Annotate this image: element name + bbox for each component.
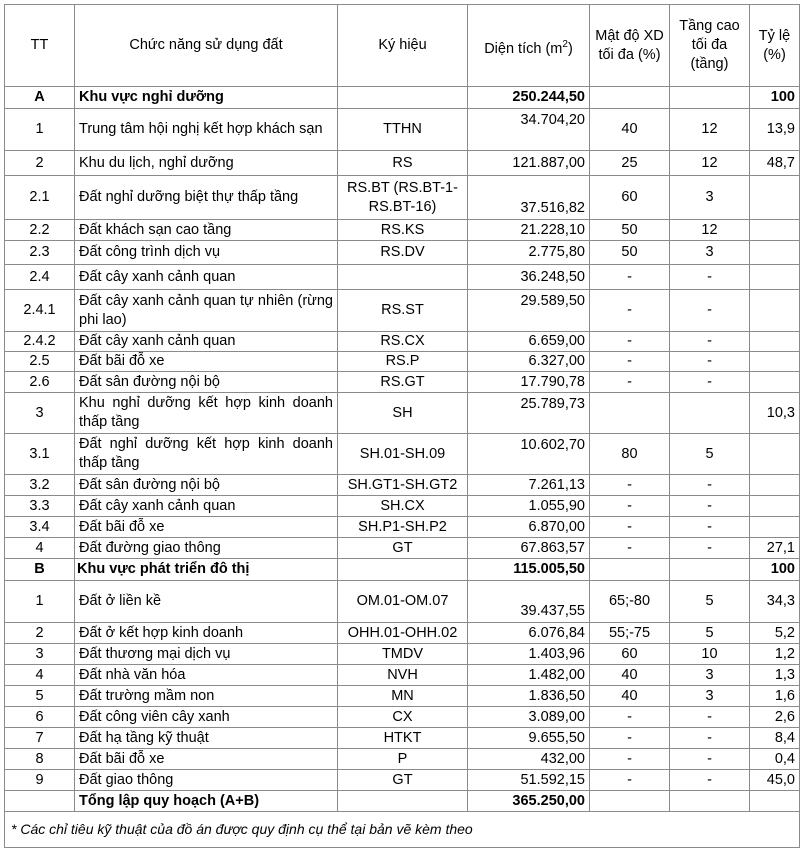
table-row: [5, 538, 800, 559]
cell-tt: 9: [5, 770, 75, 791]
cell-name: Đất giao thông: [75, 770, 338, 791]
cell-tt: 2: [5, 151, 75, 176]
table-row: [5, 220, 800, 241]
cell-floors: -: [670, 749, 750, 770]
cell-area: 39.437,55: [468, 581, 590, 623]
cell-floors: -: [670, 770, 750, 791]
table-row: [5, 151, 800, 176]
cell-floors: 10: [670, 644, 750, 665]
cell-name: Khu nghỉ dưỡng kết hợp kinh doanh thấp tầng: [75, 393, 338, 434]
cell-density: 50: [590, 241, 670, 265]
cell-name: Đất sân đường nội bộ: [75, 475, 338, 496]
cell-density: 55;-75: [590, 623, 670, 644]
cell-ratio: 10,3: [750, 393, 800, 434]
cell-density: -: [590, 728, 670, 749]
cell-area: 6.327,00: [468, 352, 590, 372]
cell-floors: -: [670, 265, 750, 290]
cell-floors: -: [670, 496, 750, 517]
cell-density: 60: [590, 644, 670, 665]
cell-density: [590, 559, 670, 581]
table-row: [5, 686, 800, 707]
table-row: [5, 749, 800, 770]
cell-floors: [670, 559, 750, 581]
cell-ratio: [750, 496, 800, 517]
cell-area: 365.250,00: [468, 791, 590, 812]
table-row: [5, 623, 800, 644]
cell-code: RS.P: [338, 352, 468, 372]
cell-density: -: [590, 372, 670, 393]
header-function: Chức năng sử dụng đất: [75, 5, 338, 87]
cell-area: 115.005,50: [468, 559, 590, 581]
cell-tt: 2.4.1: [5, 290, 75, 332]
cell-area: 51.592,15: [468, 770, 590, 791]
cell-floors: -: [670, 475, 750, 496]
cell-code: TTHN: [338, 109, 468, 151]
cell-tt: 2.6: [5, 372, 75, 393]
table-row: [5, 352, 800, 372]
cell-floors: -: [670, 728, 750, 749]
header-density: Mật độ XD tối đa (%): [590, 5, 670, 87]
cell-density: -: [590, 475, 670, 496]
cell-name: Khu du lịch, nghỉ dưỡng: [75, 151, 338, 176]
table-row: [5, 496, 800, 517]
cropped-text-bottom: [0, 852, 804, 859]
cell-name: Đất cây xanh cảnh quan: [75, 496, 338, 517]
cell-area: 17.790,78: [468, 372, 590, 393]
section-row-a: [5, 87, 800, 109]
cell-name: Đất đường giao thông: [75, 538, 338, 559]
section-row-b: [5, 559, 800, 581]
cell-tt: 3.2: [5, 475, 75, 496]
cell-ratio: 34,3: [750, 581, 800, 623]
cell-code: P: [338, 749, 468, 770]
table-row: [5, 644, 800, 665]
cell-tt: 8: [5, 749, 75, 770]
cell-ratio: 2,6: [750, 707, 800, 728]
cell-density: 40: [590, 665, 670, 686]
cell-tt: 1: [5, 109, 75, 151]
table-row: [5, 372, 800, 393]
table-row: [5, 176, 800, 220]
cell-floors: -: [670, 538, 750, 559]
cell-density: [590, 87, 670, 109]
cell-tt: 2.5: [5, 352, 75, 372]
cell-name: Khu vực phát triển đô thị: [75, 559, 338, 581]
cell-tt: [5, 791, 75, 812]
cell-density: 65;-80: [590, 581, 670, 623]
total-row: [5, 791, 800, 812]
cell-floors: 12: [670, 109, 750, 151]
cell-tt: A: [5, 87, 75, 109]
cell-floors: 3: [670, 176, 750, 220]
cell-floors: -: [670, 290, 750, 332]
cell-name: Đất khách sạn cao tầng: [75, 220, 338, 241]
cell-name: Đất công trình dịch vụ: [75, 241, 338, 265]
cell-name: Khu vực nghỉ dưỡng: [75, 87, 338, 109]
cell-code: NVH: [338, 665, 468, 686]
cell-density: -: [590, 517, 670, 538]
cell-ratio: [750, 372, 800, 393]
cell-name: Đất cây xanh cảnh quan tự nhiên (rừng phi lao): [75, 290, 338, 332]
cell-area: 37.516,82: [468, 176, 590, 220]
cell-tt: 3: [5, 644, 75, 665]
cell-name: Đất bãi đỗ xe: [75, 517, 338, 538]
cell-ratio: 8,4: [750, 728, 800, 749]
table-header-row: [5, 5, 800, 87]
cell-area: 21.228,10: [468, 220, 590, 241]
cell-ratio: 1,6: [750, 686, 800, 707]
cell-tt: 2.4: [5, 265, 75, 290]
cell-name: Đất bãi đỗ xe: [75, 352, 338, 372]
cell-density: -: [590, 538, 670, 559]
cell-tt: 3.4: [5, 517, 75, 538]
cell-code: MN: [338, 686, 468, 707]
cell-code: RS.GT: [338, 372, 468, 393]
cell-name: Đất trường mầm non: [75, 686, 338, 707]
table-row: [5, 728, 800, 749]
cell-code: GT: [338, 538, 468, 559]
cell-name: Đất hạ tầng kỹ thuật: [75, 728, 338, 749]
cell-density: -: [590, 496, 670, 517]
cell-ratio: 100: [750, 559, 800, 581]
cell-density: -: [590, 290, 670, 332]
cell-floors: 3: [670, 686, 750, 707]
cell-floors: -: [670, 372, 750, 393]
cell-tt: 2.3: [5, 241, 75, 265]
cell-area: 25.789,73: [468, 393, 590, 434]
table-row: [5, 265, 800, 290]
header-area: Diện tích $(m^2)$: [468, 5, 590, 87]
cell-ratio: [750, 265, 800, 290]
cell-floors: 12: [670, 220, 750, 241]
table-row: [5, 517, 800, 538]
cell-tt: B: [5, 559, 75, 581]
table-row: [5, 241, 800, 265]
cell-name: Đất cây xanh cảnh quan: [75, 265, 338, 290]
cell-density: 25: [590, 151, 670, 176]
cell-density: 60: [590, 176, 670, 220]
cell-code: [338, 559, 468, 581]
cell-area: 6.659,00: [468, 332, 590, 352]
cell-area: 10.602,70: [468, 434, 590, 475]
table-row: [5, 109, 800, 151]
cell-name: Đất ở kết hợp kinh doanh: [75, 623, 338, 644]
cell-area: 250.244,50: [468, 87, 590, 109]
cell-ratio: [750, 241, 800, 265]
cell-code: RS.ST: [338, 290, 468, 332]
cell-ratio: 27,1: [750, 538, 800, 559]
cell-ratio: 1,2: [750, 644, 800, 665]
cell-area: 29.589,50: [468, 290, 590, 332]
cell-name: Đất nghỉ dưỡng biệt thự thấp tầng: [75, 176, 338, 220]
table-note: * Các chỉ tiêu kỹ thuật của đồ án được quy định cụ thể tại bản vẽ kèm theo: [5, 812, 800, 848]
cell-tt: 3: [5, 393, 75, 434]
cell-floors: [670, 87, 750, 109]
cell-floors: 5: [670, 581, 750, 623]
cell-name: Đất nhà văn hóa: [75, 665, 338, 686]
cell-name: Đất sân đường nội bộ: [75, 372, 338, 393]
cell-tt: 5: [5, 686, 75, 707]
cell-area: 9.655,50: [468, 728, 590, 749]
table-row: [5, 393, 800, 434]
cell-name: Đất bãi đỗ xe: [75, 749, 338, 770]
cell-ratio: [750, 517, 800, 538]
cell-ratio: [750, 352, 800, 372]
cell-ratio: 5,2: [750, 623, 800, 644]
cell-name: Đất nghỉ dưỡng kết hợp kinh doanh thấp tầng: [75, 434, 338, 475]
cell-ratio: [750, 176, 800, 220]
cell-area: 7.261,13: [468, 475, 590, 496]
cell-code: OHH.01-OHH.02: [338, 623, 468, 644]
header-ratio: Tỷ lệ (%): [750, 5, 800, 87]
cell-floors: 5: [670, 623, 750, 644]
cell-area: 432,00: [468, 749, 590, 770]
cell-density: 80: [590, 434, 670, 475]
cell-tt: 1: [5, 581, 75, 623]
cell-code: RS.DV: [338, 241, 468, 265]
cell-area: 67.863,57: [468, 538, 590, 559]
cell-ratio: [750, 791, 800, 812]
cell-name: Đất thương mại dịch vụ: [75, 644, 338, 665]
cell-code: RS.BT (RS.BT-1-RS.BT-16): [338, 176, 468, 220]
cell-code: RS.KS: [338, 220, 468, 241]
cell-code: SH.P1-SH.P2: [338, 517, 468, 538]
cell-density: -: [590, 265, 670, 290]
header-tt: TT: [5, 5, 75, 87]
cell-floors: 5: [670, 434, 750, 475]
cell-code: TMDV: [338, 644, 468, 665]
table-row: [5, 770, 800, 791]
cell-code: SH.CX: [338, 496, 468, 517]
cell-code: [338, 265, 468, 290]
cell-ratio: 45,0: [750, 770, 800, 791]
cell-code: OM.01-OM.07: [338, 581, 468, 623]
cell-density: [590, 791, 670, 812]
cell-tt: 3.3: [5, 496, 75, 517]
cell-floors: -: [670, 707, 750, 728]
cell-ratio: 48,7: [750, 151, 800, 176]
cell-ratio: 13,9: [750, 109, 800, 151]
cell-density: 40: [590, 686, 670, 707]
cell-density: 50: [590, 220, 670, 241]
cell-ratio: [750, 290, 800, 332]
table-row: [5, 475, 800, 496]
cell-tt: 6: [5, 707, 75, 728]
cell-density: -: [590, 332, 670, 352]
table-row: [5, 707, 800, 728]
cell-tt: 2: [5, 623, 75, 644]
cell-ratio: 0,4: [750, 749, 800, 770]
cell-code: GT: [338, 770, 468, 791]
cell-floors: [670, 393, 750, 434]
cell-name: Tổng lập quy hoạch (A+B): [75, 791, 338, 812]
cell-ratio: [750, 434, 800, 475]
cell-area: 1.403,96: [468, 644, 590, 665]
cell-code: RS: [338, 151, 468, 176]
cell-floors: -: [670, 352, 750, 372]
cell-ratio: 1,3: [750, 665, 800, 686]
cell-density: -: [590, 707, 670, 728]
cell-area: 6.076,84: [468, 623, 590, 644]
cell-floors: 12: [670, 151, 750, 176]
cell-tt: 7: [5, 728, 75, 749]
cell-code: [338, 87, 468, 109]
cell-code: SH.GT1-SH.GT2: [338, 475, 468, 496]
cell-code: RS.CX: [338, 332, 468, 352]
cell-tt: 4: [5, 665, 75, 686]
table-row: [5, 434, 800, 475]
cell-tt: 2.2: [5, 220, 75, 241]
cell-floors: -: [670, 517, 750, 538]
cell-floors: [670, 791, 750, 812]
cell-floors: 3: [670, 241, 750, 265]
cell-area: 121.887,00: [468, 151, 590, 176]
cell-code: SH: [338, 393, 468, 434]
cell-name: Đất công viên cây xanh: [75, 707, 338, 728]
cell-code: SH.01-SH.09: [338, 434, 468, 475]
table-row: [5, 290, 800, 332]
cell-name: Đất ở liền kề: [75, 581, 338, 623]
cell-tt: 4: [5, 538, 75, 559]
cell-area: 1.836,50: [468, 686, 590, 707]
cell-area: 1.482,00: [468, 665, 590, 686]
header-floors: Tầng cao tối đa (tầng): [670, 5, 750, 87]
cell-density: [590, 393, 670, 434]
cell-area: 34.704,20: [468, 109, 590, 151]
cell-code: HTKT: [338, 728, 468, 749]
cell-area: 3.089,00: [468, 707, 590, 728]
header-code: Ký hiệu: [338, 5, 468, 87]
cell-name: Trung tâm hội nghị kết hợp khách sạn: [75, 109, 338, 151]
note-row: [5, 812, 800, 848]
table-row: [5, 332, 800, 352]
cell-ratio: [750, 332, 800, 352]
cell-area: 2.775,80: [468, 241, 590, 265]
cell-density: -: [590, 749, 670, 770]
cell-density: 40: [590, 109, 670, 151]
cell-area: 36.248,50: [468, 265, 590, 290]
cell-tt: 3.1: [5, 434, 75, 475]
cell-area: 1.055,90: [468, 496, 590, 517]
cell-ratio: 100: [750, 87, 800, 109]
cell-density: -: [590, 770, 670, 791]
land-use-table: [4, 4, 800, 848]
cell-code: CX: [338, 707, 468, 728]
cell-name: Đất cây xanh cảnh quan: [75, 332, 338, 352]
cell-area: 6.870,00: [468, 517, 590, 538]
table-row: [5, 581, 800, 623]
cell-code: [338, 791, 468, 812]
cell-density: -: [590, 352, 670, 372]
cell-floors: 3: [670, 665, 750, 686]
cell-ratio: [750, 475, 800, 496]
cell-ratio: [750, 220, 800, 241]
table-row: [5, 665, 800, 686]
cell-tt: 2.1: [5, 176, 75, 220]
cell-tt: 2.4.2: [5, 332, 75, 352]
cell-floors: -: [670, 332, 750, 352]
